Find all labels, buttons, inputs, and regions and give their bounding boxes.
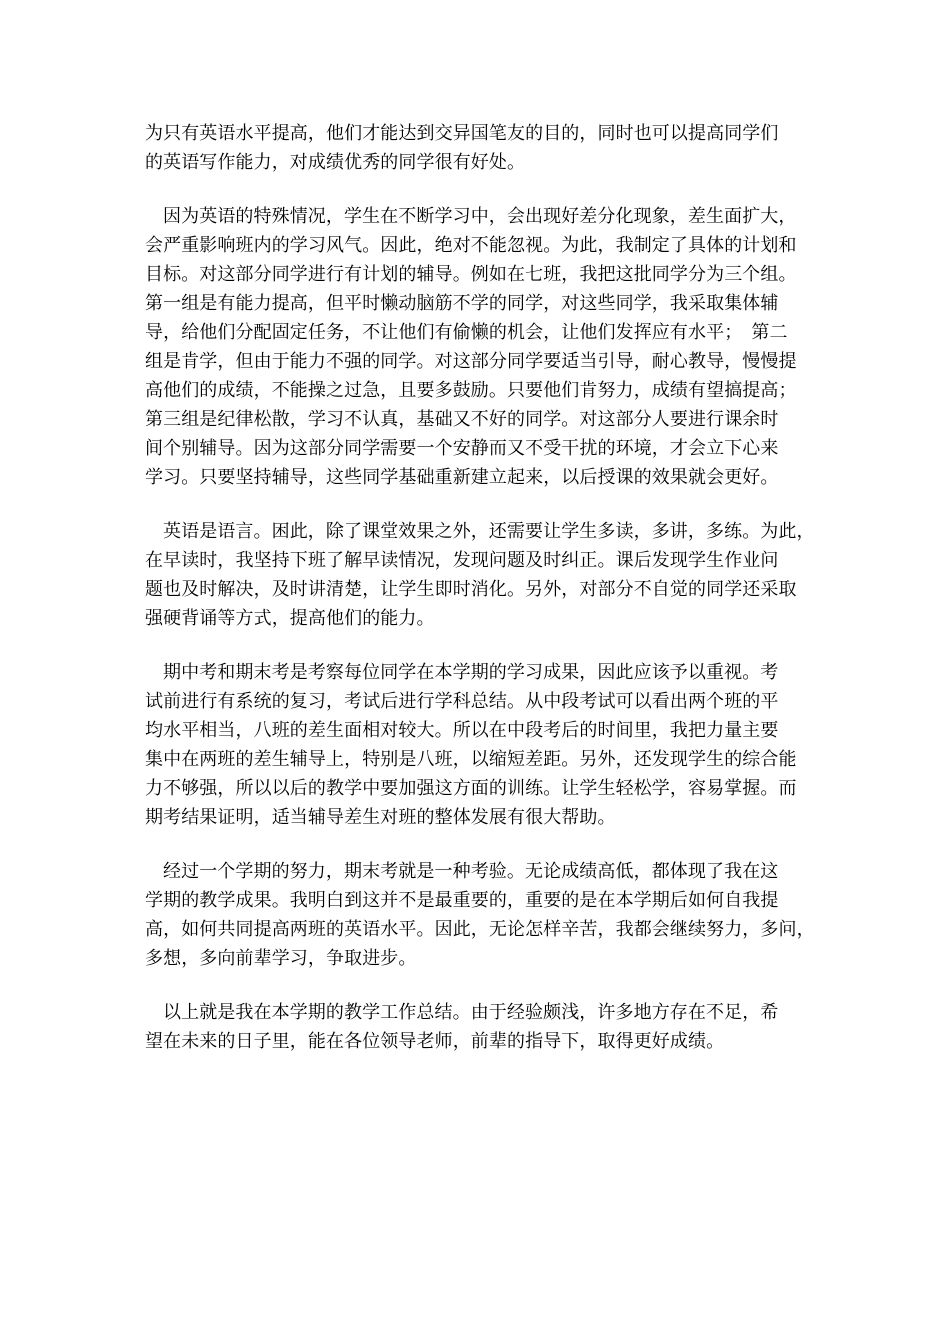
paragraph-line: 期考结果证明，适当辅导差生对班的整体发展有很大帮助。 bbox=[145, 807, 616, 828]
paragraph-line: 均水平相当，八班的差生面相对较大。所以在中段考后的时间里，我把力量主要 bbox=[145, 720, 779, 741]
paragraph-line: 学习。只要坚持辅导，这些同学基础重新建立起来，以后授课的效果就会更好。 bbox=[145, 467, 779, 488]
paragraph-line: 第一组是有能力提高，但平时懒动脑筋不学的同学，对这些同学，我采取集体辅 bbox=[145, 293, 779, 314]
paragraph-line: 以上就是我在本学期的教学工作总结。由于经验颇浅，许多地方存在不足，希 bbox=[163, 1002, 779, 1023]
paragraph-3 bbox=[145, 517, 815, 633]
paragraph-line: 目标。对这部分同学进行有计划的辅导。例如在七班，我把这批同学分为三个组。 bbox=[145, 264, 797, 285]
paragraph-line: 强硬背诵等方式，提高他们的能力。 bbox=[145, 608, 435, 629]
paragraph-line: 英语是语言。困此，除了课堂效果之外，还需要让学生多读，多讲，多练。为此， bbox=[163, 521, 815, 542]
paragraph-line: 期中考和期末考是考察每位同学在本学期的学习成果，因此应该予以重视。考 bbox=[163, 662, 779, 683]
paragraph-line: 间个别辅导。因为这部分同学需要一个安静而又不受干扰的环境，才会立下心来 bbox=[145, 438, 779, 459]
paragraph-line: 题也及时解决，及时讲清楚，让学生即时消化。另外，对部分不自觉的同学还采取 bbox=[145, 579, 797, 600]
paragraph-6 bbox=[145, 998, 805, 1056]
paragraph-line: 导，给他们分配固定任务，不让他们有偷懒的机会，让他们发挥应有水平； 第二 bbox=[145, 322, 788, 343]
paragraph-line: 高，如何共同提高两班的英语水平。因此，无论怎样辛苦，我都会继续努力，多问， bbox=[145, 919, 815, 940]
paragraph-line: 因为英语的特殊情况，学生在不断学习中，会出现好差分化现象，差生面扩大， bbox=[163, 206, 797, 227]
document-body bbox=[145, 119, 815, 1056]
paragraph-line: 望在未来的日子里，能在各位领导老师，前辈的指导下，取得更好成绩。 bbox=[145, 1031, 725, 1052]
paragraph-line: 力不够强，所以以后的教学中要加强这方面的训练。让学生轻松学，容易掌握。而 bbox=[145, 778, 797, 799]
paragraph-4 bbox=[145, 658, 805, 832]
paragraph-line: 集中在两班的差生辅导上，特别是八班，以缩短差距。另外，还发现学生的综合能 bbox=[145, 749, 797, 770]
paragraph-line: 经过一个学期的努力，期末考就是一种考验。无论成绩高低，都体现了我在这 bbox=[163, 861, 779, 882]
paragraph-2 bbox=[145, 202, 805, 492]
paragraph-line: 高他们的成绩，不能操之过急，且要多鼓励。只要他们肯努力，成绩有望搞提高； bbox=[145, 380, 797, 401]
paragraph-line: 会严重影响班内的学习风气。因此，绝对不能忽视。为此，我制定了具体的计划和 bbox=[145, 235, 797, 256]
paragraph-line: 试前进行有系统的复习，考试后进行学科总结。从中段考试可以看出两个班的平 bbox=[145, 691, 779, 712]
paragraph-line: 组是肯学，但由于能力不强的同学。对这部分同学要适当引导，耐心教导，慢慢提 bbox=[145, 351, 797, 372]
paragraph-line: 多想，多向前辈学习，争取进步。 bbox=[145, 948, 417, 969]
paragraph-5 bbox=[145, 857, 815, 973]
paragraph-line: 的英语写作能力，对成绩优秀的同学很有好处。 bbox=[145, 152, 526, 173]
paragraph-line: 学期的教学成果。我明白到这并不是最重要的，重要的是在本学期后如何自我提 bbox=[145, 890, 779, 911]
paragraph-line: 为只有英语水平提高，他们才能达到交异国笔友的目的，同时也可以提高同学们 bbox=[145, 123, 779, 144]
paragraph-line: 第三组是纪律松散，学习不认真，基础又不好的同学。对这部分人要进行课余时 bbox=[145, 409, 779, 430]
paragraph-line: 在早读时，我坚持下班了解早读情况，发现问题及时纠正。课后发现学生作业问 bbox=[145, 550, 779, 571]
paragraph-1 bbox=[145, 119, 805, 177]
